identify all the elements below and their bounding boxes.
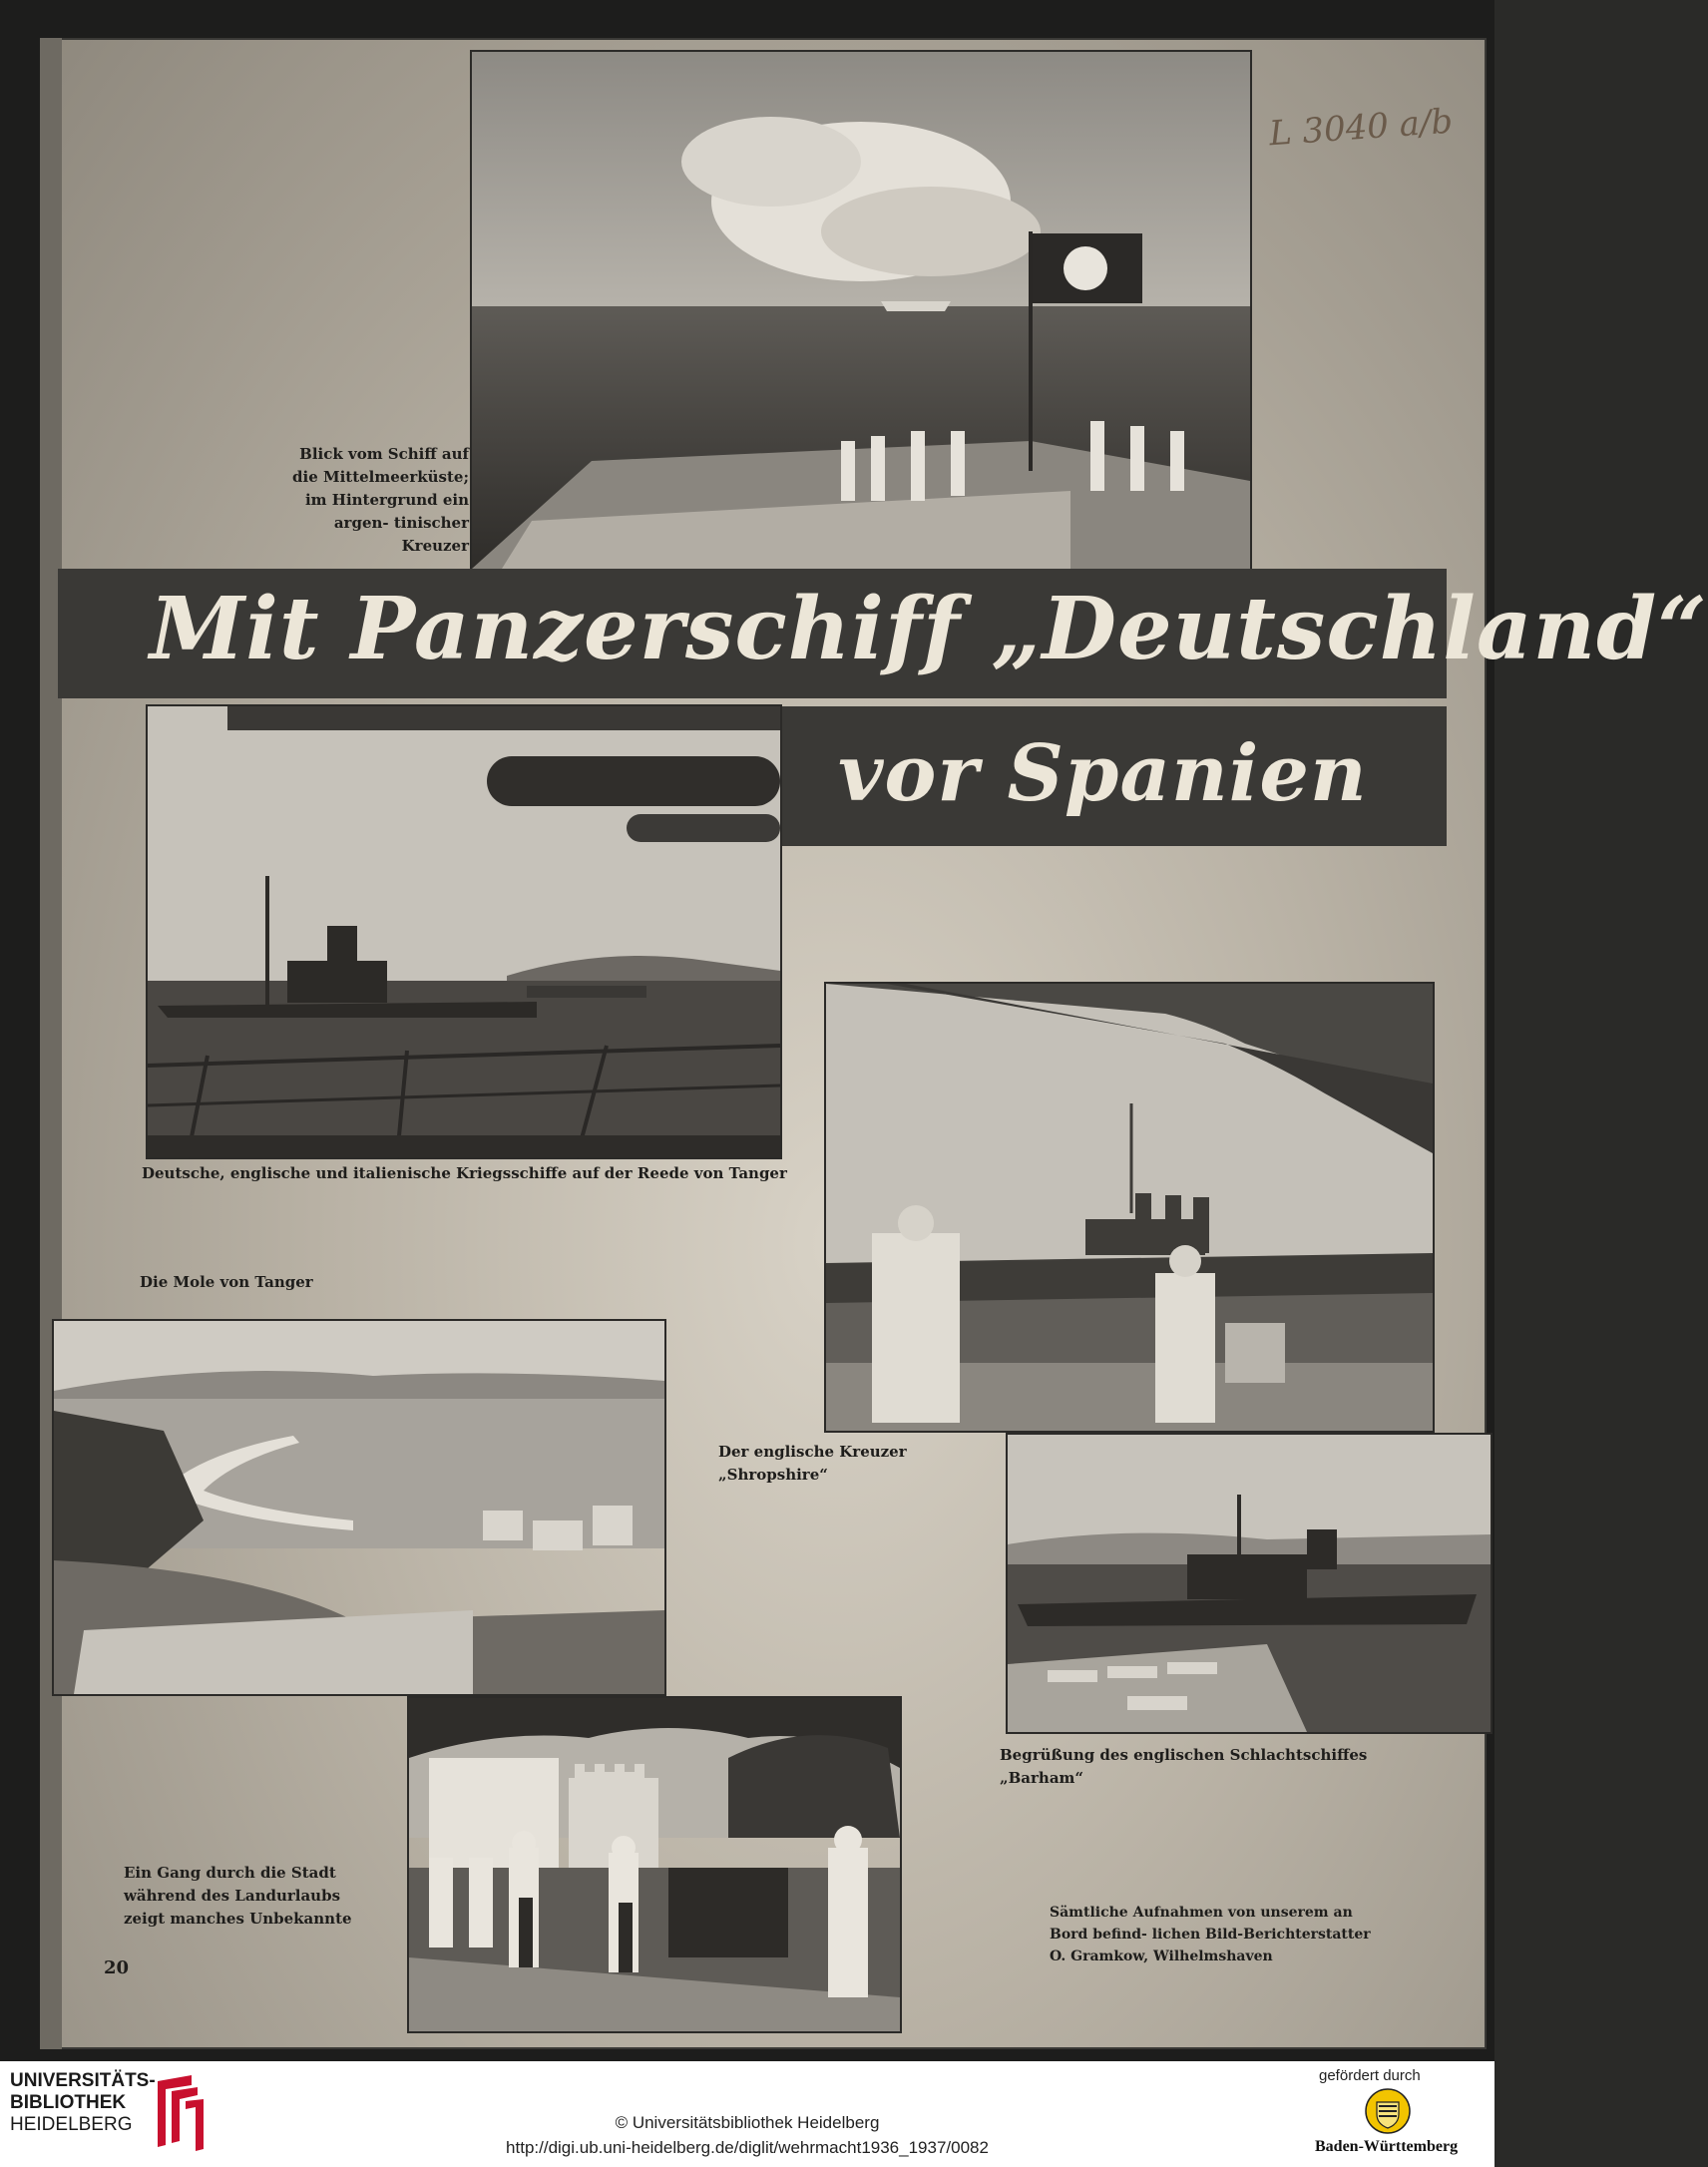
page-number: 20 — [104, 1957, 130, 1978]
caption-photo-3: Die Mole von Tanger — [140, 1273, 313, 1291]
caption-photo-credit: Sämtliche Aufnahmen von unserem an Bord befind- lichen Bild-Berichterstatter O. Gramkow, Wilhelmshaven — [1050, 1905, 1371, 1964]
caption-photo-6: Ein Gang durch die Stadt während des Landurlaubs zeigt manches Unbekannte — [124, 1864, 352, 1928]
page-left-margin — [40, 38, 62, 2049]
title-line-1: Mit Panzerschiff „Deutschland“ — [150, 579, 1708, 679]
sponsor-label: gefördert durch — [1319, 2067, 1421, 2084]
photo-tangier-street — [407, 1696, 902, 2033]
sponsor-name: Baden-Württemberg — [1315, 2138, 1459, 2155]
library-name-line-1: UNIVERSITÄTS- — [10, 2070, 156, 2091]
caption-photo-1: Blick vom Schiff auf die Mittelmeerküste; im Hintergrund ein argen- tinischer Kreuzer — [292, 445, 469, 555]
caption-photo-2: Deutsche, englische und italienische Kriegsschiffe auf der Reede von Tanger — [142, 1164, 787, 1182]
caption-photo-5: Begrüßung des englischen Schlachtschiffes „Barham“ — [1000, 1746, 1368, 1787]
photo-warships-tangier — [146, 704, 782, 1159]
title-line-2: vor Spanien — [838, 728, 1368, 819]
handwritten-note: L 3040 a/b — [1267, 101, 1455, 155]
permalink-url[interactable]: http://digi.ub.uni-heidelberg.de/diglit/wehrmacht1936_1937/0082 — [506, 2138, 989, 2157]
photo-tangier-mole — [52, 1319, 666, 1696]
baden-wuerttemberg-crest-icon[interactable] — [1365, 2088, 1411, 2134]
photo-battleship-barham — [1006, 1433, 1493, 1734]
copyright-notice: © Universitätsbibliothek Heidelberg — [615, 2113, 880, 2132]
library-name-line-3: HEIDELBERG — [10, 2114, 133, 2135]
photo-ship-deck-view — [470, 50, 1252, 571]
library-name-line-2: BIBLIOTHEK — [10, 2092, 127, 2113]
caption-photo-4: Der englische Kreuzer „Shropshire“ — [718, 1443, 907, 1484]
photo-cruiser-shropshire — [824, 982, 1435, 1433]
